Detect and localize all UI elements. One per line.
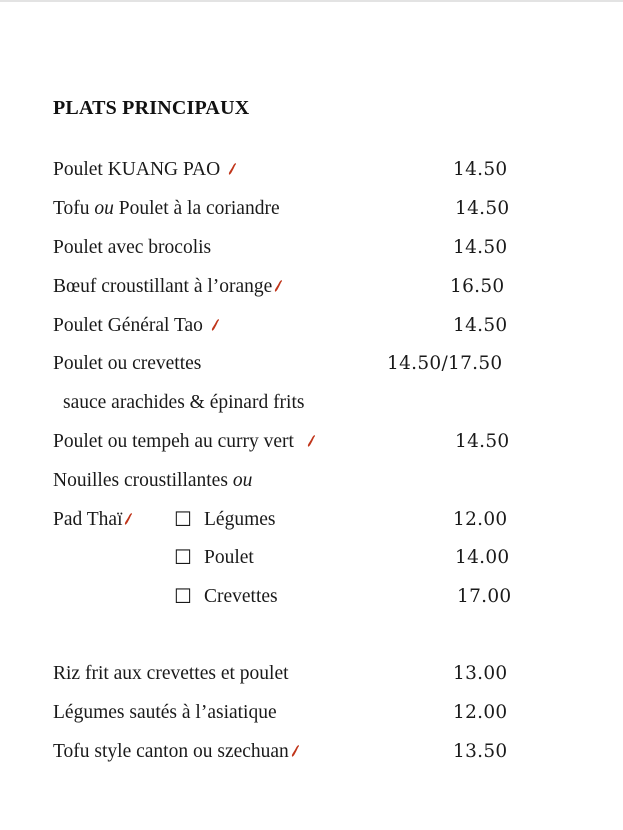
option-label-crevettes: Crevettes (204, 586, 278, 607)
menu-item-pad-thai (0, 505, 623, 535)
menu-item-kuang-pao (0, 155, 623, 185)
option-checkbox-poulet[interactable]: ☐ (174, 547, 192, 569)
item-name-or: ou (94, 198, 114, 219)
item-price: 13.00 (453, 663, 508, 684)
item-name: Nouilles croustillantes (53, 470, 228, 491)
item-price: 14.50 (453, 237, 508, 258)
item-price: 16.50 (450, 276, 505, 297)
chili-pepper-icon (291, 744, 300, 758)
menu-item-riz-frit (0, 659, 623, 689)
item-name: Poulet KUANG PAO (53, 159, 221, 180)
chili-pepper-icon (211, 318, 220, 332)
item-price: 12.00 (453, 702, 508, 723)
item-detail: sauce arachides & épinard frits (63, 392, 305, 413)
option-checkbox-crevettes[interactable]: ☐ (174, 586, 192, 608)
option-price-crevettes: 17.00 (457, 586, 512, 607)
section-title: PLATS PRINCIPAUX (53, 97, 250, 119)
menu-item-brocolis (0, 233, 623, 263)
item-price: 14.50 (455, 198, 510, 219)
item-price: 13.50 (453, 741, 508, 762)
option-price-poulet: 14.00 (455, 547, 510, 568)
item-price: 14.50 (453, 159, 508, 180)
menu-option-poulet (0, 543, 623, 573)
item-price: 14.50 (455, 431, 510, 452)
item-price: 14.50 (453, 315, 508, 336)
option-label-poulet: Poulet (204, 547, 254, 568)
item-price: 14.50/17.50 (387, 353, 503, 374)
item-name: Tofu style canton ou szechuan (53, 741, 289, 762)
menu-item-legumes-sautes (0, 698, 623, 728)
option-label-legumes: Légumes (204, 509, 276, 530)
item-name: Pad Thaï (53, 509, 123, 530)
menu-item-boeuf-orange (0, 272, 623, 302)
item-name-or: ou (232, 470, 253, 491)
item-name: Poulet ou tempeh au curry vert (53, 431, 294, 452)
option-checkbox-legumes[interactable]: ☐ (174, 509, 192, 531)
item-name: Riz frit aux crevettes et poulet (53, 663, 289, 684)
menu-item-coriandre (0, 194, 623, 224)
menu-item-nouilles (0, 466, 623, 496)
menu-item-arachides-detail (0, 388, 623, 418)
item-name: Poulet avec brocolis (53, 237, 212, 258)
top-divider (0, 0, 623, 2)
item-name-tofu: Tofu (53, 198, 90, 219)
menu-item-arachides (0, 349, 623, 379)
menu-option-crevettes (0, 582, 623, 612)
item-name: Poulet ou crevettes (53, 353, 202, 374)
item-name-poulet: Poulet à la coriandre (118, 198, 280, 219)
chili-pepper-icon (307, 434, 316, 448)
item-name: Bœuf croustillant à l’orange (53, 276, 273, 297)
item-name: Légumes sautés à l’asiatique (53, 702, 277, 723)
chili-pepper-icon (228, 162, 237, 176)
menu-item-curry-vert (0, 427, 623, 457)
chili-pepper-icon (274, 279, 283, 293)
menu-item-general-tao (0, 311, 623, 341)
option-price-legumes: 12.00 (453, 509, 508, 530)
menu-item-tofu-canton (0, 737, 623, 767)
chili-pepper-icon (124, 512, 133, 526)
item-name: Poulet Général Tao (53, 315, 203, 336)
